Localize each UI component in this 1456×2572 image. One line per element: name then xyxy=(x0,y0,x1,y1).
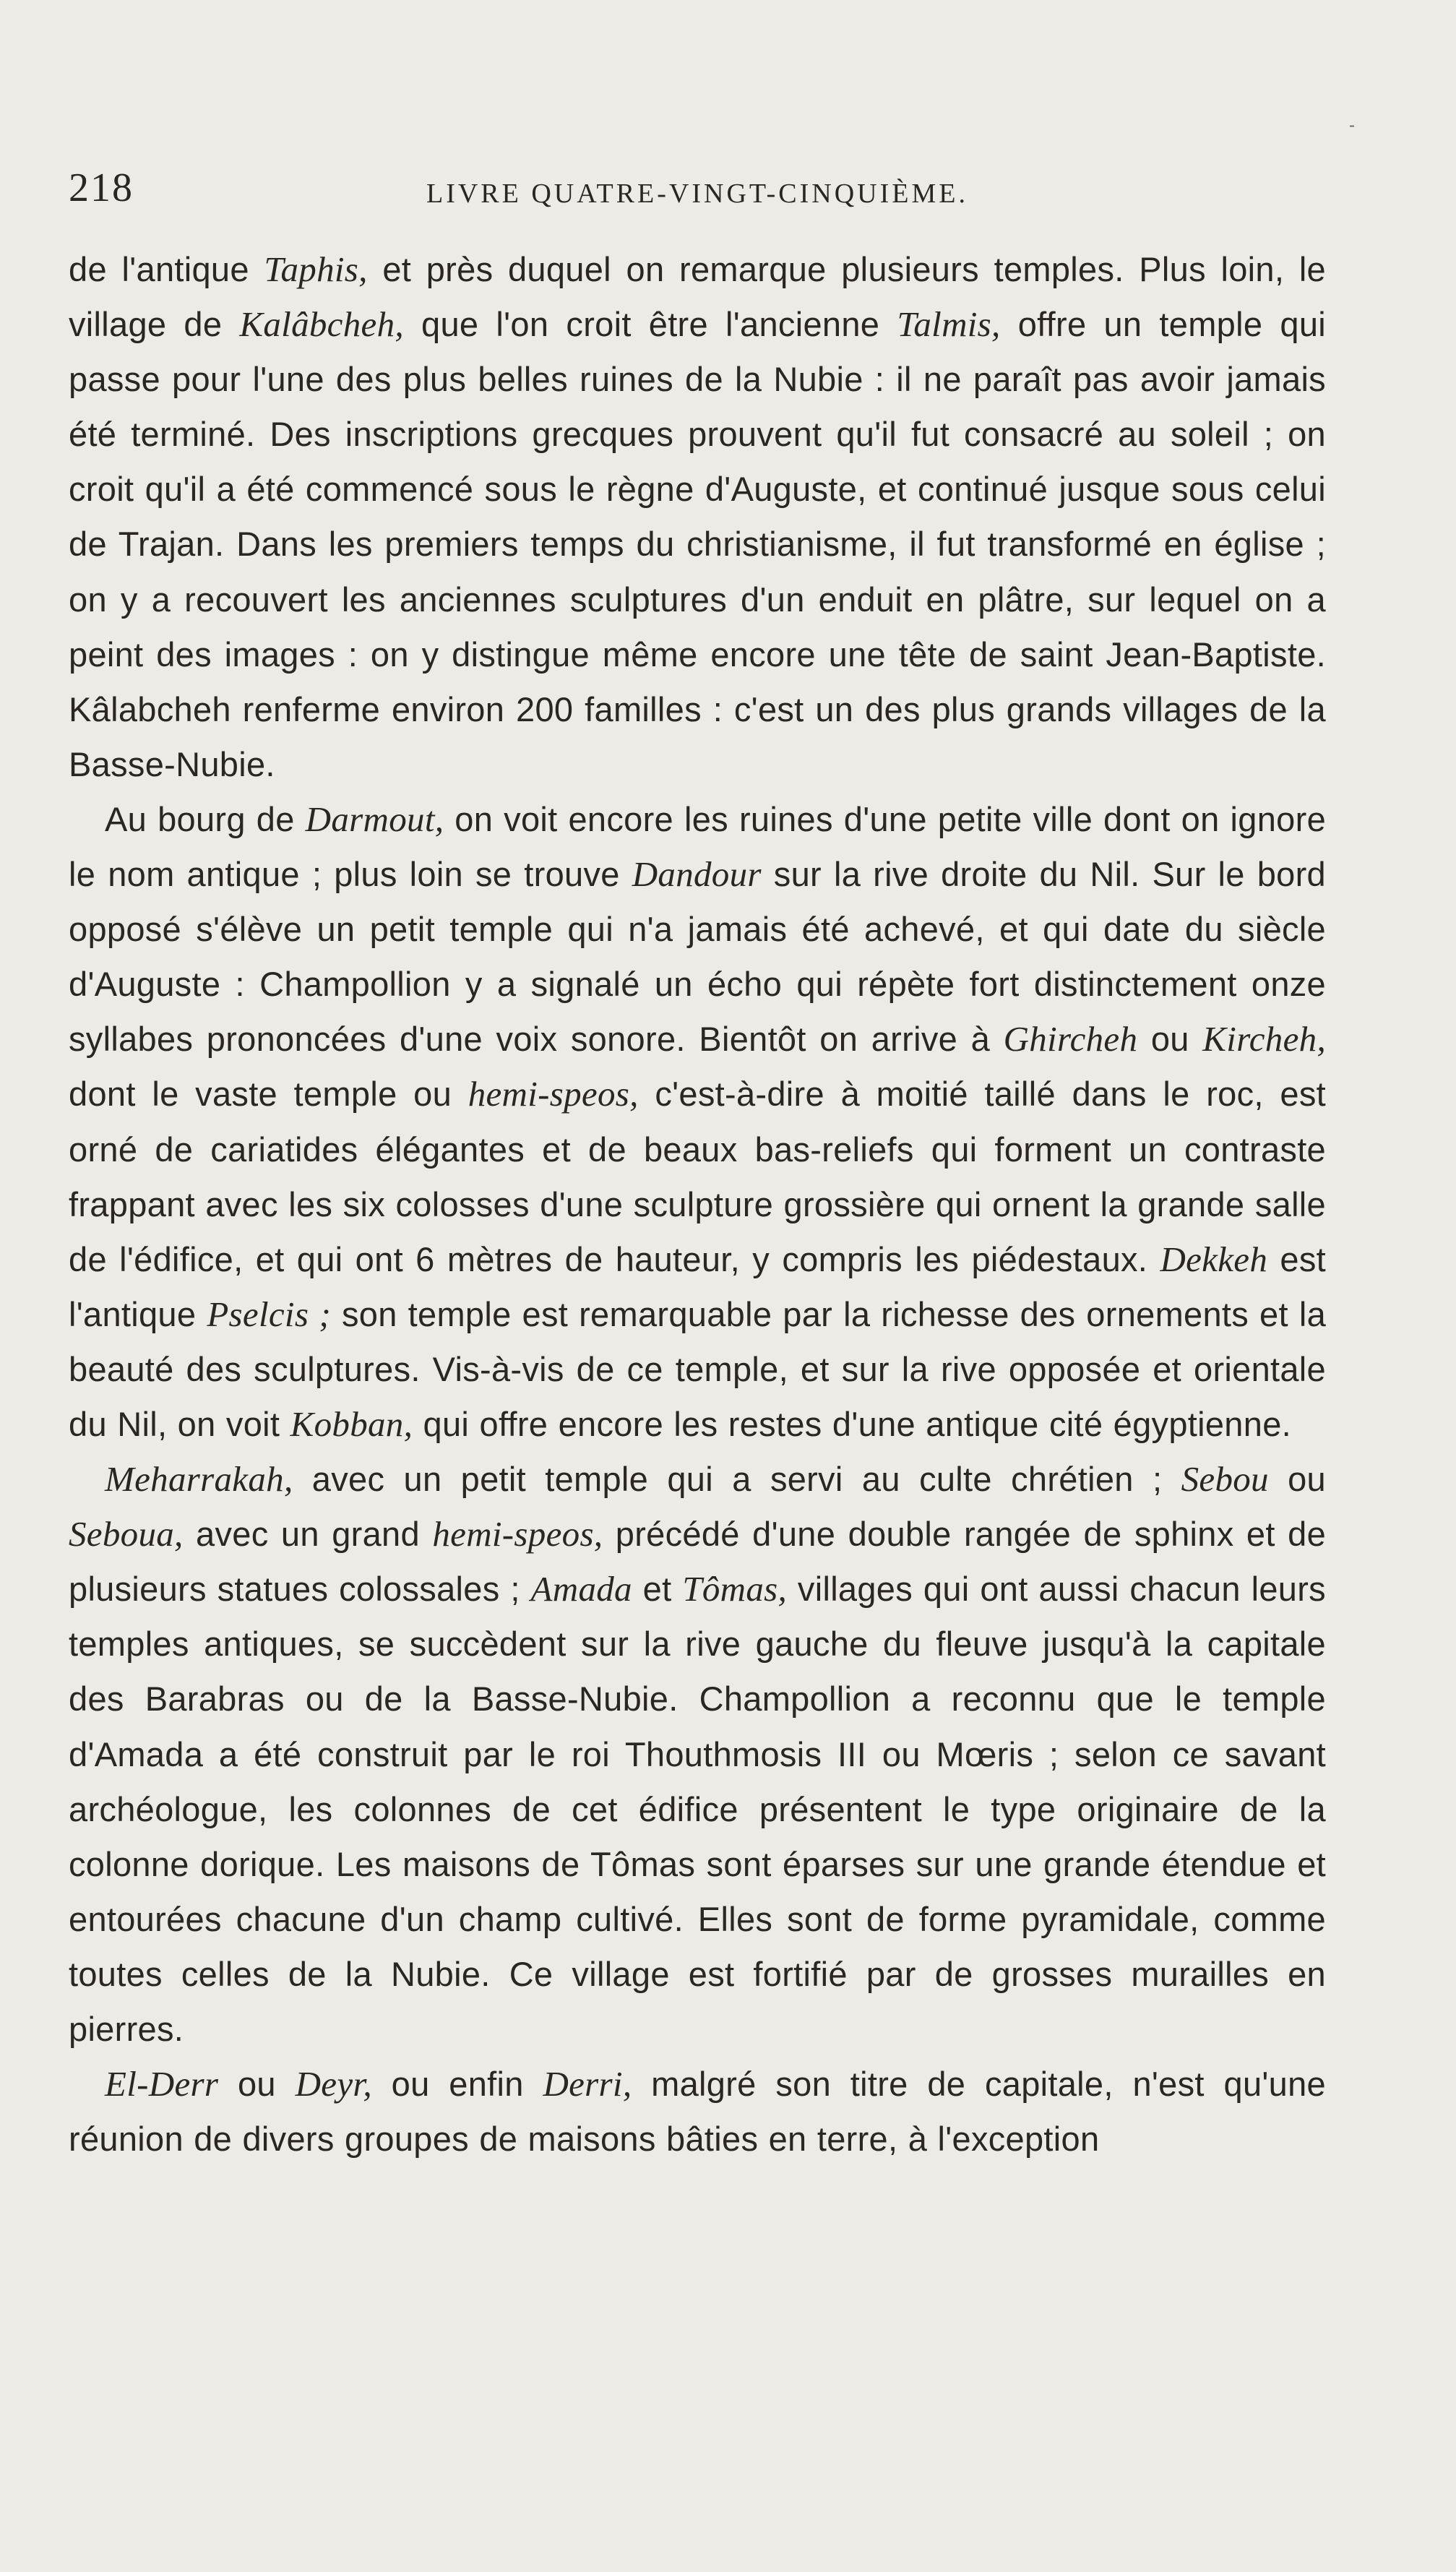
paragraph xyxy=(69,242,1326,792)
italic-term: Sebou xyxy=(1181,1459,1269,1500)
paragraph xyxy=(69,792,1326,1452)
italic-term: Meharrakah, xyxy=(105,1459,293,1500)
italic-term: Talmis, xyxy=(897,304,1001,345)
text-run: et près duquel on remarque plusieurs temples. Plus loin, le village de xyxy=(69,250,1326,344)
text-run: ou xyxy=(218,2065,296,2104)
italic-term: Taphis, xyxy=(264,249,368,289)
text-run: ou xyxy=(1268,1460,1326,1499)
text-run: précédé d'une double rangée de sphinx et de plusieurs statues colossales ; xyxy=(69,1515,1327,1609)
italic-term: hemi-speos, xyxy=(468,1074,639,1114)
italic-term: Seboua, xyxy=(69,1514,184,1554)
text-run: de l'antique xyxy=(69,250,264,288)
text-run: avec un grand xyxy=(183,1515,433,1554)
text-run: c'est-à-dire à moitié taillé dans le roc, est orné de cariatides élégantes et de beaux bas-reliefs qui forment un contraste frappant avec les six colosses d'une sculpture grossière qui ornent la grande salle de l'édifice, et qui ont 6 mètres de hauteur, y compris les piédestaux. xyxy=(69,1075,1326,1278)
body-text xyxy=(69,242,1326,2167)
paragraph xyxy=(69,2057,1326,2167)
italic-term: Kobban, xyxy=(290,1403,413,1444)
text-run: villages qui ont aussi chacun leurs temples antiques, se succèdent sur la rive gauche du fleuve jusqu'à la capitale des Barabras ou de la Basse-Nubie. Champollion a reconnu que le temple d'Amada a été construit par le roi Thouthmosis III ou Mœris ; selon ce savant archéologue, les colonnes de cet édifice présentent le type originaire de la colonne dorique. Les maisons de Tômas sont éparses sur une grande étendue et entourées chacune d'un champ cultivé. Elles sont de forme pyramidale, comme toutes celles de la Nubie. Ce village est fortifié par de grosses murailles en pierres. xyxy=(69,1570,1326,2048)
running-title: LIVRE QUATRE-VINGT-CINQUIÈME. xyxy=(426,179,968,209)
text-run: on voit encore les ruines d'une petite ville dont on ignore le nom antique ; plus loin se trouve xyxy=(69,799,1327,894)
italic-term: Dandour xyxy=(632,854,762,895)
italic-term: El-Derr xyxy=(105,2064,219,2104)
italic-term: Derri, xyxy=(543,2064,632,2104)
text-run: sur la rive droite du Nil. Sur le bord opposé s'élève un petit temple qui n'a jamais été achevé, et qui date du siècle d'Auguste : Champollion y a signalé un écho qui répète fort distinctement onze syllabes prononcées d'une voix sonore. Bientôt on arrive à xyxy=(69,855,1326,1059)
text-run: et xyxy=(632,1570,683,1609)
italic-term: hemi-speos, xyxy=(432,1514,603,1554)
page-number: 218 xyxy=(69,165,134,210)
italic-term: Ghircheh xyxy=(1003,1019,1138,1059)
text-run: Au bourg de xyxy=(105,799,306,838)
text-run: que l'on croit être l'ancienne xyxy=(403,305,897,344)
text-run: ou enfin xyxy=(371,2065,543,2104)
italic-term: Kircheh, xyxy=(1202,1019,1326,1059)
text-run: est l'antique xyxy=(69,1239,1326,1333)
page-header xyxy=(69,158,1330,223)
paragraph xyxy=(69,1452,1326,2057)
text-run: qui offre encore les restes d'une antique cité égyptienne. xyxy=(413,1404,1291,1443)
text-run: avec un petit temple qui a servi au culte chrétien ; xyxy=(293,1460,1181,1499)
italic-term: Deyr, xyxy=(295,2064,372,2104)
italic-term: Pselcis ; xyxy=(207,1294,332,1334)
text-run: dont le vaste temple ou xyxy=(69,1075,468,1114)
text-run: ou xyxy=(1137,1020,1203,1059)
text-run: malgré son titre de capitale, n'est qu'une réunion de divers groupes de maisons bâties en terre, à l'exception xyxy=(69,2065,1326,2159)
text-run: son temple est remarquable par la richesse des ornements et la beauté des sculptures. Vis-à-vis de ce temple, et sur la rive opposée et orientale du Nil, on voit xyxy=(69,1294,1327,1443)
margin-mark: - xyxy=(1349,116,1355,135)
italic-term: Darmout, xyxy=(305,799,444,839)
italic-term: Tômas, xyxy=(682,1569,788,1609)
italic-term: Dekkeh xyxy=(1160,1239,1268,1279)
text-run: offre un temple qui passe pour l'une des plus belles ruines de la Nubie : il ne paraît pas avoir jamais été terminé. Des inscriptions grecques prouvent qu'il fut consacré au soleil ; on croit qu'il a été commencé sous le règne d'Auguste, et continué jusque sous celui de Trajan. Dans les premiers temps du christianisme, il fut transformé en église ; on y a recouvert les anciennes sculptures d'un enduit en plâtre, sur lequel on a peint des images : on y distingue même encore une tête de saint Jean-Baptiste. Kâlabcheh renferme environ 200 familles : c'est un des plus grands villages de la Basse-Nubie. xyxy=(69,305,1326,783)
italic-term: Kalâbcheh, xyxy=(239,304,404,345)
italic-term: Amada xyxy=(530,1569,632,1609)
